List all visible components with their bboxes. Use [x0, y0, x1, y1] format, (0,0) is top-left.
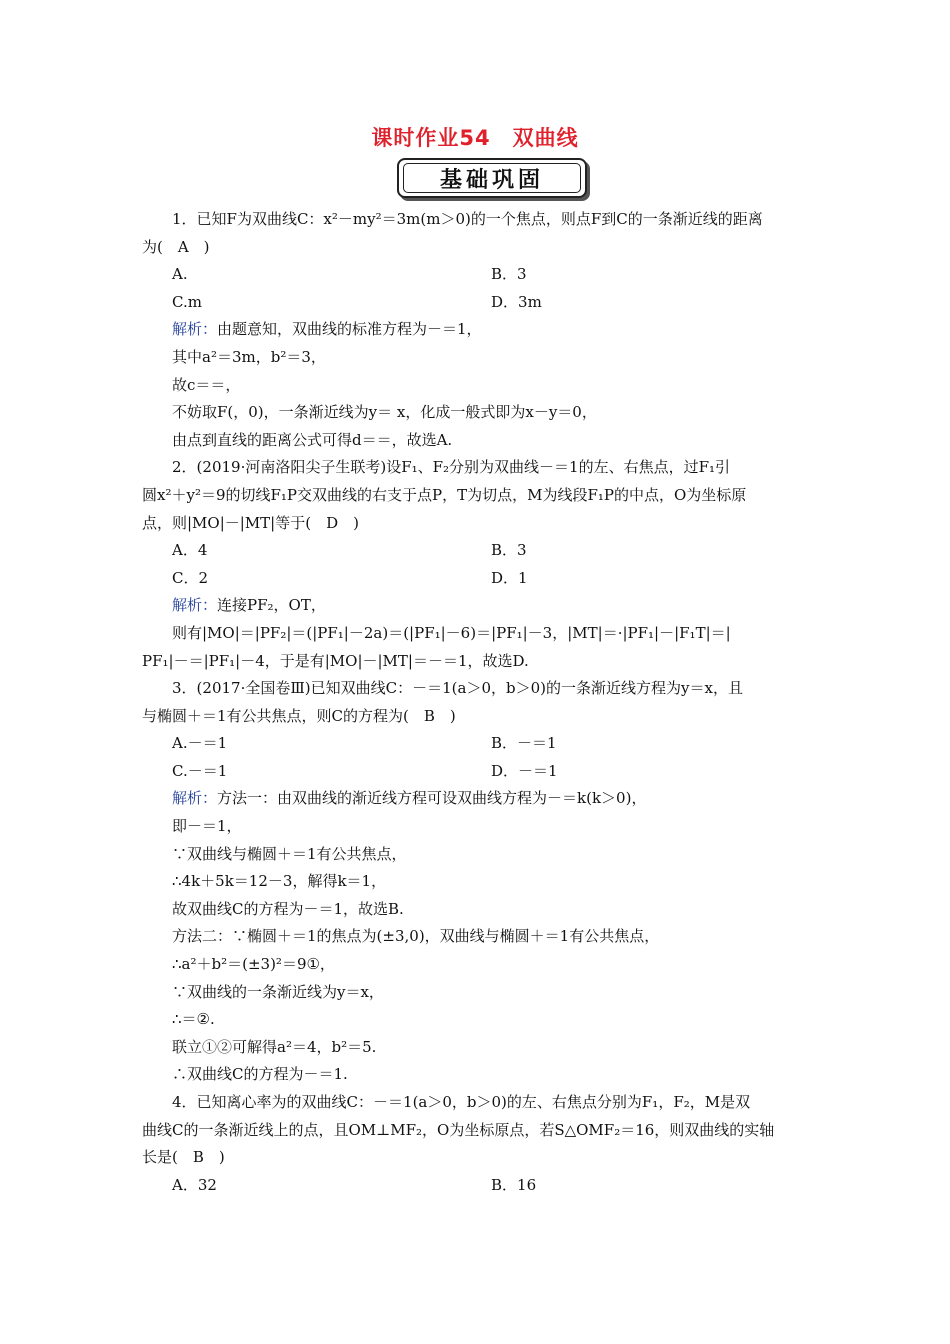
q3-sol-line: 方法二：∵椭圆＋＝1的焦点为(±3,0)，双曲线与椭圆＋＝1有公共焦点，: [172, 927, 660, 946]
q2-options-row2: [142, 565, 810, 593]
q4-stem-line1: 4．已知离心率为的双曲线C：－＝1(a＞0，b＞0)的左、右焦点分别为F₁，F₂，M是双: [172, 1093, 751, 1111]
q1-stem-line1: 1．已知F为双曲线C：x²－my²＝3m(m＞0)的一个焦点，则点F到C的一条渐近线的距离: [172, 210, 763, 228]
q3-stem-line1: 3．(2017·全国卷Ⅲ)已知双曲线C：－＝1(a＞0，b＞0)的一条渐近线方程为y＝x，且: [172, 679, 743, 698]
analysis-label: 解析：: [172, 789, 218, 808]
q2-sol-line: 则有|MO|＝|PF₂|＝(|PF₁|－2a)＝(|PF₁|－6)＝|PF₁|－3，|MT|＝·|PF₁|－|F₁T|＝|: [172, 623, 731, 642]
section-banner-label: 基础巩固: [403, 163, 581, 193]
q1-options-row1: [142, 261, 810, 289]
q2-option-d: D．1: [491, 568, 528, 587]
q3-option-d: D．－＝1: [491, 761, 558, 780]
q2-option-b: B．3: [491, 541, 527, 560]
q3-sol-line: 方法一：由双曲线的渐近线方程可设双曲线方程为－＝k(k＞0)，: [217, 789, 647, 808]
page-title: 课时作业54 双曲线: [371, 126, 579, 150]
q2-option-c: C．2: [172, 568, 209, 587]
q3-option-b: B．－＝1: [491, 734, 557, 753]
q3-options-row2: [142, 758, 810, 786]
q1-sol-line: 由点到直线的距离公式可得d＝＝，故选A.: [172, 430, 453, 449]
q3-sol-line: ∴双曲线C的方程为－＝1.: [172, 1065, 348, 1084]
document-body: [142, 206, 810, 1199]
q3-sol-line: ∴a²＋b²＝(±3)²＝9①，: [172, 955, 335, 974]
q1-sol-line: 其中a²＝3m，b²＝3，: [172, 347, 326, 366]
q2-stem-line2: 圆x²＋y²＝9的切线F₁P交双曲线的右支于点P，T为切点，M为线段F₁P的中点，O为坐标原: [142, 485, 747, 504]
q2-stem-line1: 2．(2019·河南洛阳尖子生联考)设F₁、F₂分别为双曲线－＝1的左、右焦点，过F₁引: [172, 458, 730, 477]
q1-option-c: C.m: [172, 292, 202, 311]
q1-sol-line: 不妨取F(，0)，一条渐近线为y＝ x，化成一般式即为x－y＝0，: [172, 403, 597, 422]
q1-sol-line: 由题意知，双曲线的标准方程为－＝1，: [217, 320, 482, 339]
q1-stem-line2: 为( A ): [142, 237, 210, 256]
q3-sol-line: ∵双曲线的一条渐近线为y＝x，: [172, 982, 384, 1001]
q3-sol-line: 故双曲线C的方程为－＝1，故选B.: [172, 899, 404, 918]
q3-sol-line: ∴4k＋5k＝12－3，解得k＝1，: [172, 872, 387, 891]
analysis-label: 解析：: [172, 596, 218, 615]
q4-stem-line2: 曲线C的一条渐近线上的点，且OM⊥MF₂，O为坐标原点，若S△OMF₂＝16，则双曲线的实轴: [142, 1120, 775, 1139]
q3-sol-line: ∴＝②.: [172, 1010, 215, 1029]
q1-analysis: [142, 316, 810, 344]
q2-options-row1: [142, 537, 810, 565]
q3-sol-line: 联立①②可解得a²＝4，b²＝5.: [172, 1037, 377, 1056]
q2-stem-line3: 点，则|MO|－|MT|等于( D ): [142, 513, 359, 532]
q3-sol-line: 即－＝1，: [172, 817, 242, 836]
q1-options-row2: [142, 289, 810, 317]
q2-option-a: A．4: [172, 541, 208, 560]
analysis-label: 解析：: [172, 320, 218, 339]
q2-sol-line: 连接PF₂，OT，: [217, 596, 326, 615]
q3-option-a: A.－＝1: [172, 734, 228, 753]
q1-option-b: B．3: [491, 265, 527, 284]
q3-stem-line2: 与椭圆＋＝1有公共焦点，则C的方程为( B ): [142, 706, 456, 725]
q3-options-row1: [142, 730, 810, 758]
q4-option-a: A．32: [172, 1175, 217, 1194]
q1-option-a: A.: [172, 265, 188, 284]
q4-stem-line3: 长是( B ): [142, 1148, 225, 1167]
section-banner: [397, 158, 587, 198]
q4-options-row1: [142, 1172, 810, 1200]
q2-analysis: [142, 592, 810, 620]
q1-sol-line: 故c＝＝，: [172, 375, 241, 394]
q1-option-d: D．3m: [491, 292, 542, 311]
q2-sol-line: PF₁|－＝|PF₁|－4，于是有|MO|－|MT|＝－＝1，故选D.: [142, 651, 529, 670]
q3-sol-line: ∵双曲线与椭圆＋＝1有公共焦点，: [172, 844, 407, 863]
q4-option-b: B．16: [491, 1175, 537, 1194]
q3-analysis: [142, 785, 810, 813]
q3-option-c: C.－＝1: [172, 761, 228, 780]
